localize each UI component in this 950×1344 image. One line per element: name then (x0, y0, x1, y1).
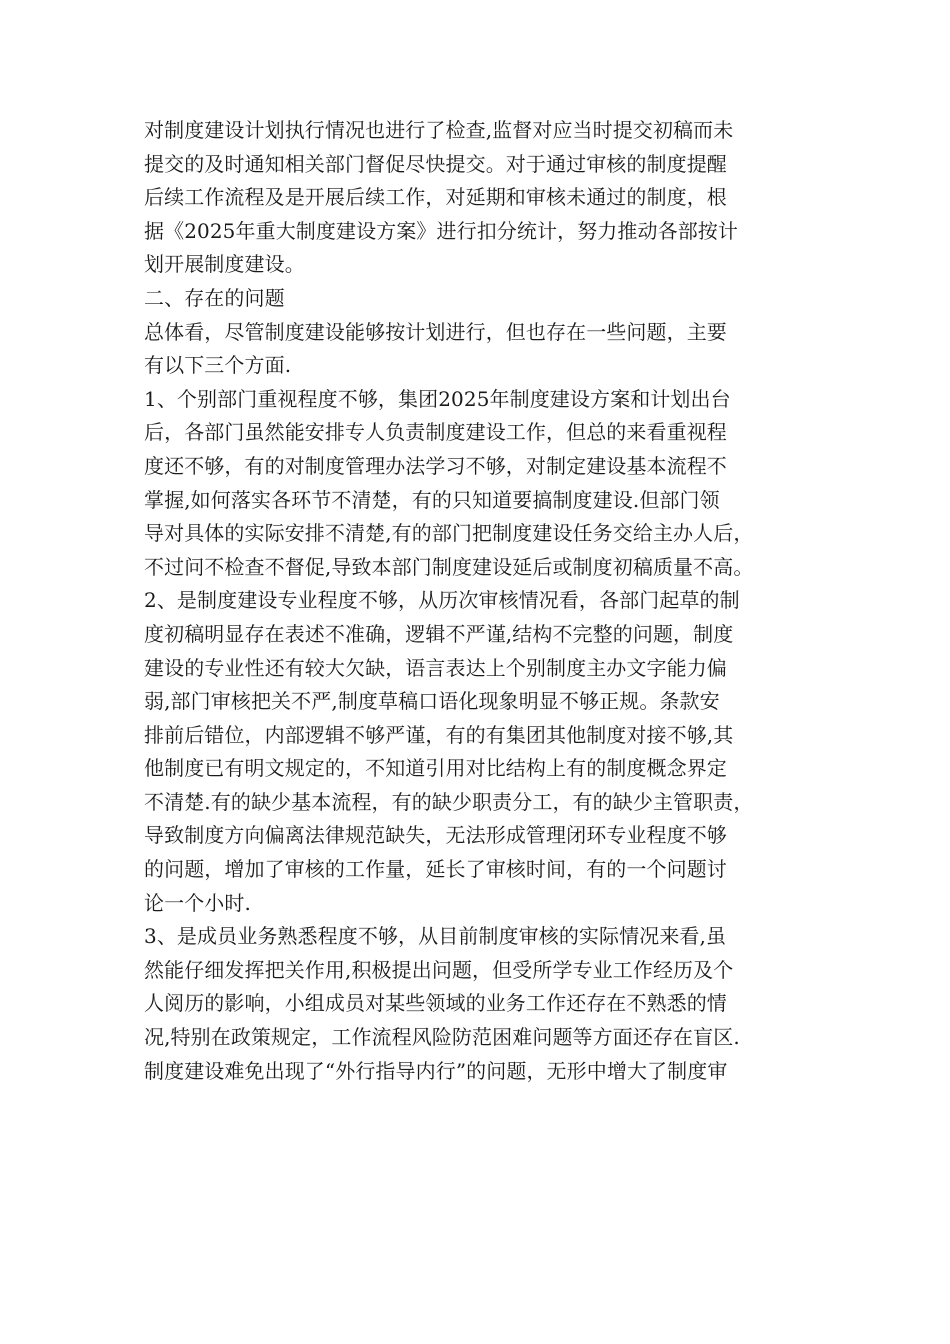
text-line: 有以下三个方面. (144, 353, 292, 378)
text-line: 据《2025年重大制度建设方案》进行扣分统计，努力推动各部按计 (144, 218, 738, 243)
text-line: 排前后错位，内部逻辑不够严谨，有的有集团其他制度对接不够,其 (144, 722, 734, 747)
text-line: 1、个别部门重视程度不够，集团2025年制度建设方案和计划出台 (144, 386, 731, 411)
text-line: 况,特别在政策规定，工作流程风险防范困难问题等方面还存在盲区. (144, 1025, 740, 1050)
text-line: 掌握,如何落实各环节不清楚，有的只知道要搞制度建设.但部门领 (144, 487, 720, 512)
text-line: 对制度建设计划执行情况也进行了检查,监督对应当时提交初稿而未 (144, 118, 734, 142)
text-line: 不过问不检查不督促,导致本部门制度建设延后或制度初稿质量不高。 (144, 554, 754, 579)
text-line: 弱,部门审核把关不严,制度草稿口语化现象明显不够正规。条款安 (144, 689, 720, 714)
text-line: 人阅历的影响，小组成员对某些领域的业务工作还存在不熟悉的情 (144, 991, 727, 1016)
text-line: 建设的专业性还有较大欠缺，语言表达上个别制度主办文字能力偏 (144, 655, 727, 680)
text-line: 他制度已有明文规定的，不知道引用对比结构上有的制度概念界定 (144, 756, 727, 781)
text-line: 后，各部门虽然能安排专人负责制度建设工作，但总的来看重视程 (144, 420, 727, 445)
text-line: 制度建设难免出现了“外行指导内行”的问题，无形中增大了制度审 (144, 1058, 728, 1083)
text-line: 然能仔细发挥把关作用,积极提出问题，但受所学专业工作经历及个 (144, 957, 734, 982)
text-line: 2、是制度建设专业程度不够，从历次审核情况看，各部门起草的制 (144, 588, 740, 613)
text-line: 提交的及时通知相关部门督促尽快提交。对于通过审核的制度提醒 (144, 151, 727, 176)
document-body (144, 114, 824, 1088)
text-line: 论一个小时. (144, 890, 251, 915)
text-line: 划开展制度建设。 (144, 252, 305, 277)
text-line: 导对具体的实际安排不清楚,有的部门把制度建设任务交给主办人后， (144, 521, 754, 546)
text-line: 后续工作流程及是开展后续工作，对延期和审核未通过的制度，根 (144, 185, 727, 210)
text-line: 度还不够，有的对制度管理办法学习不够，对制定建设基本流程不 (144, 453, 727, 478)
text-line: 的问题，增加了审核的工作量，延长了审核时间，有的一个问题讨 (144, 857, 727, 882)
section-heading: 二、存在的问题 (144, 285, 285, 310)
text-line: 度初稿明显存在表述不准确，逻辑不严谨,结构不完整的问题，制度 (144, 621, 734, 646)
text-line: 导致制度方向偏离法律规范缺失，无法形成管理闭环专业程度不够 (144, 823, 727, 848)
text-line: 总体看，尽管制度建设能够按计划进行，但也存在一些问题，主要 (144, 319, 727, 344)
text-line: 不清楚.有的缺少基本流程，有的缺少职责分工，有的缺少主管职责， (144, 789, 754, 814)
text-line: 3、是成员业务熟悉程度不够，从目前制度审核的实际情况来看,虽 (144, 924, 727, 949)
